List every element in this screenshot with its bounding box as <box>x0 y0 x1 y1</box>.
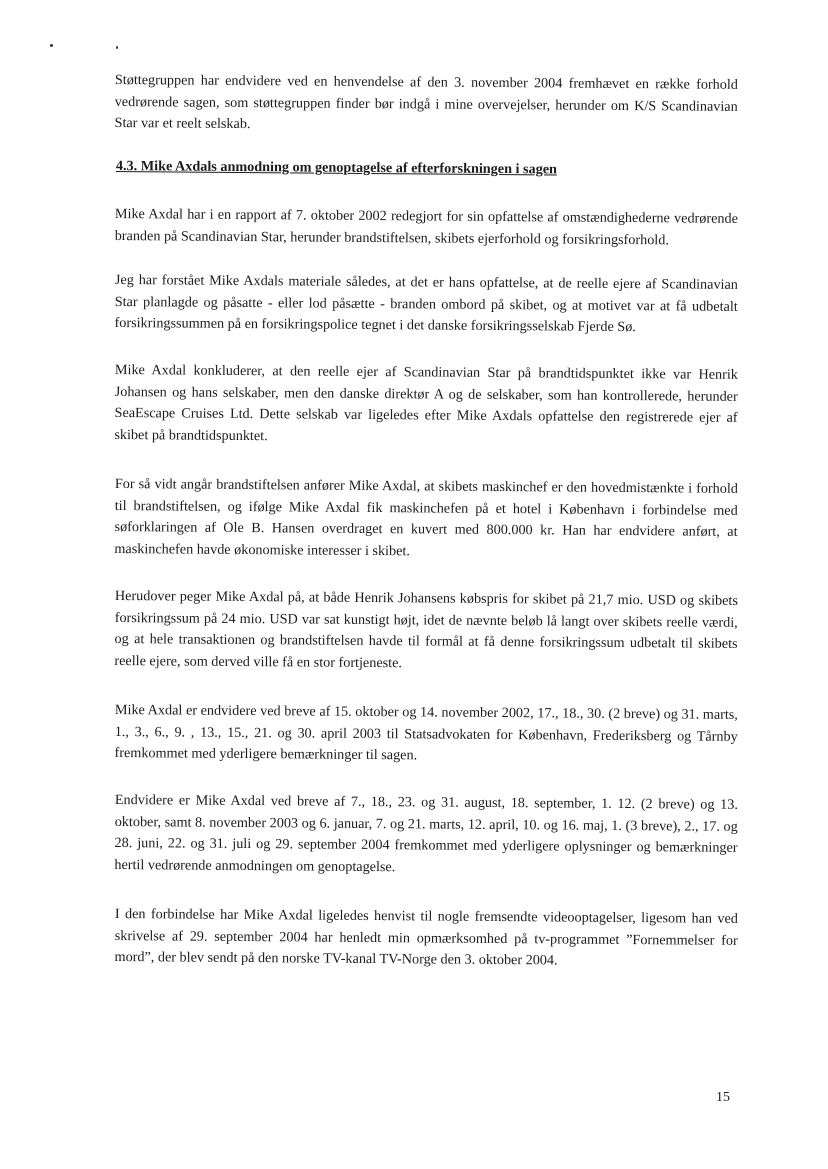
scan-speck <box>116 46 118 49</box>
body-paragraph: Herudover peger Mike Axdal på, at både Henrik Johansens købspris for skibet på 21,7 mio. USD og skibets forsikringssum på 24 mio. USD var sat kunstigt højt, idet de nævnte beløb lå langt over skibets reelle værdi, og at hele transaktionen og brandstiftelsen havde til formål at få denne forsikringssum udbetalt til skibets reelle ejere, som derved ville få en stor fortjeneste. <box>114 587 738 671</box>
intro-paragraph: Støttegruppen har endvidere ved en henvendelse af den 3. november 2004 fremhævet en række forhold vedrørende sagen, som støttegruppen finder bør indgå i mine overvejelser, herunder om K/S Scandinavian Star var et reelt selskab. <box>114 71 738 133</box>
body-paragraph: I den forbindelse har Mike Axdal ligeledes henvist til nogle fremsendte videooptagelser, ligesom han ved skrivelse af 29. september 2004 har henledt min opmærksomhed på tv-programmet ”Fornemmelser for mord”, der blev sendt på den norske TV-kanal TV-Norge den 3. oktober 2004. <box>114 905 738 969</box>
body-paragraph: Mike Axdal har i en rapport af 7. oktober 2002 redegjort for sin opfattelse af omstændighederne vedrørende branden på Scandinavian Star, herunder brandstiftelsen, skibets ejerforhold og forsikringsforhold. <box>114 205 738 248</box>
body-paragraph: Jeg har forstået Mike Axdals materiale således, at det er hans opfattelse, at de reelle ejere af Scandinavian Star planlagde og påsatte - eller lod påsætte - branden ombord på skibet, og at motivet var at få udbetalt forsikringssummen på en forsikringspolice tegnet i det danske forsikringsselskab Fjerde Sø. <box>114 271 738 336</box>
scan-speck <box>50 44 53 47</box>
body-paragraph: Mike Axdal er endvidere ved breve af 15. oktober og 14. november 2002, 17., 18., 30. (2 breve) og 31. marts, 1., 3., 6., 9. , 13., 15., 21. og 30. april 2003 til Statsadvokaten for København, Frederiksberg og Tårnby fremkommet med yderligere bemærkninger til sagen. <box>114 701 738 764</box>
body-paragraph: Endvidere er Mike Axdal ved breve af 7., 18., 23. og 31. august, 18. september, 1. 12. (2 breve) og 13. oktober, samt 8. november 2003 og 6. januar, 7. og 21. marts, 12. april, 10. og 16. maj, 1. (3 breve), 2., 17. og 28. juni, 22. og 31. juli og 29. september 2004 fremkommet med yderligere oplysninger og bemærkninger hertil vedrørende anmodningen om genoptagelse. <box>114 791 738 875</box>
section-heading: 4.3. Mike Axdals anmodning om genoptagelse af efterforskningen i sagen <box>115 158 558 178</box>
body-paragraph: For så vidt angår brandstiftelsen anfører Mike Axdal, at skibets maskinchef er den hovedmistænkte i forhold til brandstiftelsen, og ifølge Mike Axdal fik maskinchefen på et hotel i København i forbindelse med søforklaringen af Ole B. Hansen overdraget en kuvert med 800.000 kr. Han har endvidere anført, at maskinchefen havde økonomiske interesser i skibet. <box>114 475 738 559</box>
body-paragraph: Mike Axdal konkluderer, at den reelle ejer af Scandinavian Star på brandtidspunktet ikke var Henrik Johansen og hans selskaber, men den danske direktør A og de selskaber, som han kontrollerede, herunder SeaEscape Cruises Ltd. Dette selskab var ligeledes efter Mike Axdals opfattelse den registrerede ejer af skibet på brandtidspunktet. <box>114 361 738 444</box>
page-number: 15 <box>716 1090 730 1105</box>
